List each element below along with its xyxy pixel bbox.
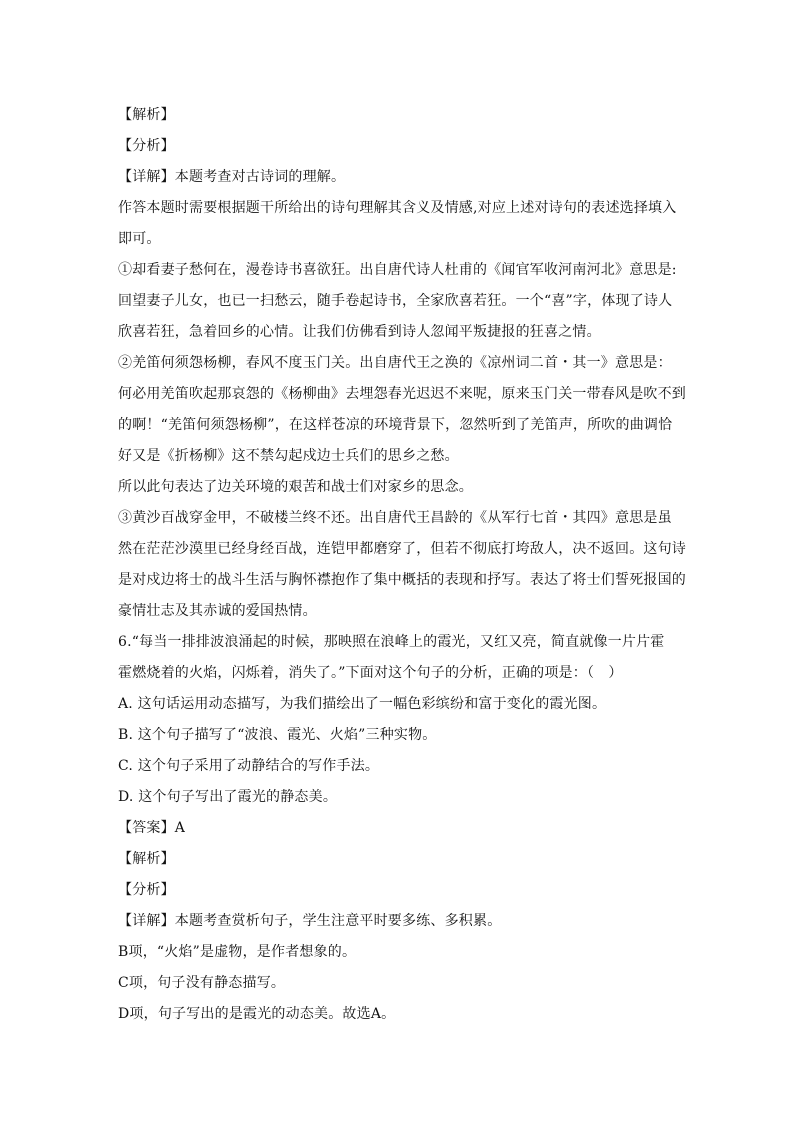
text-line: ②羌笛何须怨杨柳，春风不度玉门关。出自唐代王之涣的《凉州词二首・其一》意思是： bbox=[118, 355, 672, 371]
text-line: 何必用羌笛吹起那哀怨的《杨柳曲》去埋怨春光迟迟不来呢，原来玉门关一带春风是吹不到 bbox=[118, 386, 686, 402]
text-line: 作答本题时需要根据题干所给出的诗句理解其含义及情感,对应上述对诗句的表述选择填入 bbox=[118, 200, 677, 216]
fenxi-heading-2: 【分析】 bbox=[118, 882, 175, 898]
note-line: B项，“火焰”是虚物，是作者想象的。 bbox=[118, 944, 357, 960]
text-line: 然在茫茫沙漠里已经身经百战，连铠甲都磨穿了，但若不彻底打垮敌人，决不返回。这句诗 bbox=[118, 541, 686, 557]
analysis-heading-2: 【解析】 bbox=[118, 851, 175, 867]
question-6-stem bbox=[118, 627, 688, 689]
intro-paragraph bbox=[118, 193, 688, 255]
text-line: 好又是《折杨柳》这不禁勾起戍边士兵们的思乡之愁。 bbox=[118, 448, 459, 464]
poem-item-1 bbox=[118, 255, 688, 348]
option-a: A. 这句话运用动态描写，为我们描绘出了一幅色彩缤纷和富于变化的霞光图。 bbox=[118, 696, 607, 712]
text-line: 是对戍边将士的战斗生活与胸怀襟抱作了集中概括的表现和抒写。表达了将士们誓死报国的 bbox=[118, 572, 686, 588]
analysis-heading: 【解析】 bbox=[118, 107, 175, 123]
summary-line: 所以此句表达了边关环境的艰苦和战士们对家乡的思念。 bbox=[118, 479, 473, 495]
detail-heading-2: 【详解】本题考查赏析句子，学生注意平时要多练、多积累。 bbox=[118, 913, 502, 929]
note-line: C项，句子没有静态描写。 bbox=[118, 975, 286, 991]
text-line: 回望妻子儿女，也已一扫愁云，随手卷起诗书，全家欣喜若狂。一个“喜”字，体现了诗人 bbox=[118, 293, 673, 309]
text-line: 豪情壮志及其赤诚的爱国热情。 bbox=[118, 603, 317, 619]
detail-heading: 【详解】本题考查对古诗词的理解。 bbox=[118, 169, 346, 185]
option-c: C. 这个句子采用了动静结合的写作手法。 bbox=[118, 758, 380, 774]
answer-line: 【答案】A bbox=[118, 820, 186, 836]
note-line: D项，句子写出的是霞光的动态美。故选A。 bbox=[118, 1006, 396, 1022]
text-line: 霍燃烧着的火焰，闪烁着，消失了。”下面对这个句子的分析，正确的项是：（ ） bbox=[118, 665, 623, 681]
poem-item-2 bbox=[118, 348, 688, 472]
option-b: B. 这个句子描写了“波浪、霞光、火焰”三种实物。 bbox=[118, 727, 437, 743]
poem-item-3 bbox=[118, 503, 688, 627]
question-6-options bbox=[118, 689, 688, 813]
text-line: 欣喜若狂，急着回乡的心情。让我们仿佛看到诗人忽闻平叛捷报的狂喜之情。 bbox=[118, 324, 601, 340]
text-line: ③黄沙百战穿金甲，不破楼兰终不还。出自唐代王昌龄的《从军行七首・其四》意思是虽 bbox=[118, 510, 672, 526]
option-d: D. 这个句子写出了霞光的静态美。 bbox=[118, 789, 338, 805]
text-line: 即可。 bbox=[118, 231, 161, 247]
text-line: 6.“每当一排排波浪涌起的时候，那映照在浪峰上的霞光，又红又亮，简直就像一片片霍 bbox=[118, 634, 665, 650]
text-line: 的啊！“羌笛何须怨杨柳”，在这样苍凉的环境背景下，忽然听到了羌笛声，所吹的曲调恰 bbox=[118, 417, 673, 433]
fenxi-heading: 【分析】 bbox=[118, 138, 175, 154]
document-page bbox=[118, 100, 688, 1030]
text-line: ①却看妻子愁何在，漫卷诗书喜欲狂。出自唐代诗人杜甫的《闻官军收河南河北》意思是: bbox=[118, 262, 677, 278]
answer-notes bbox=[118, 937, 688, 1030]
